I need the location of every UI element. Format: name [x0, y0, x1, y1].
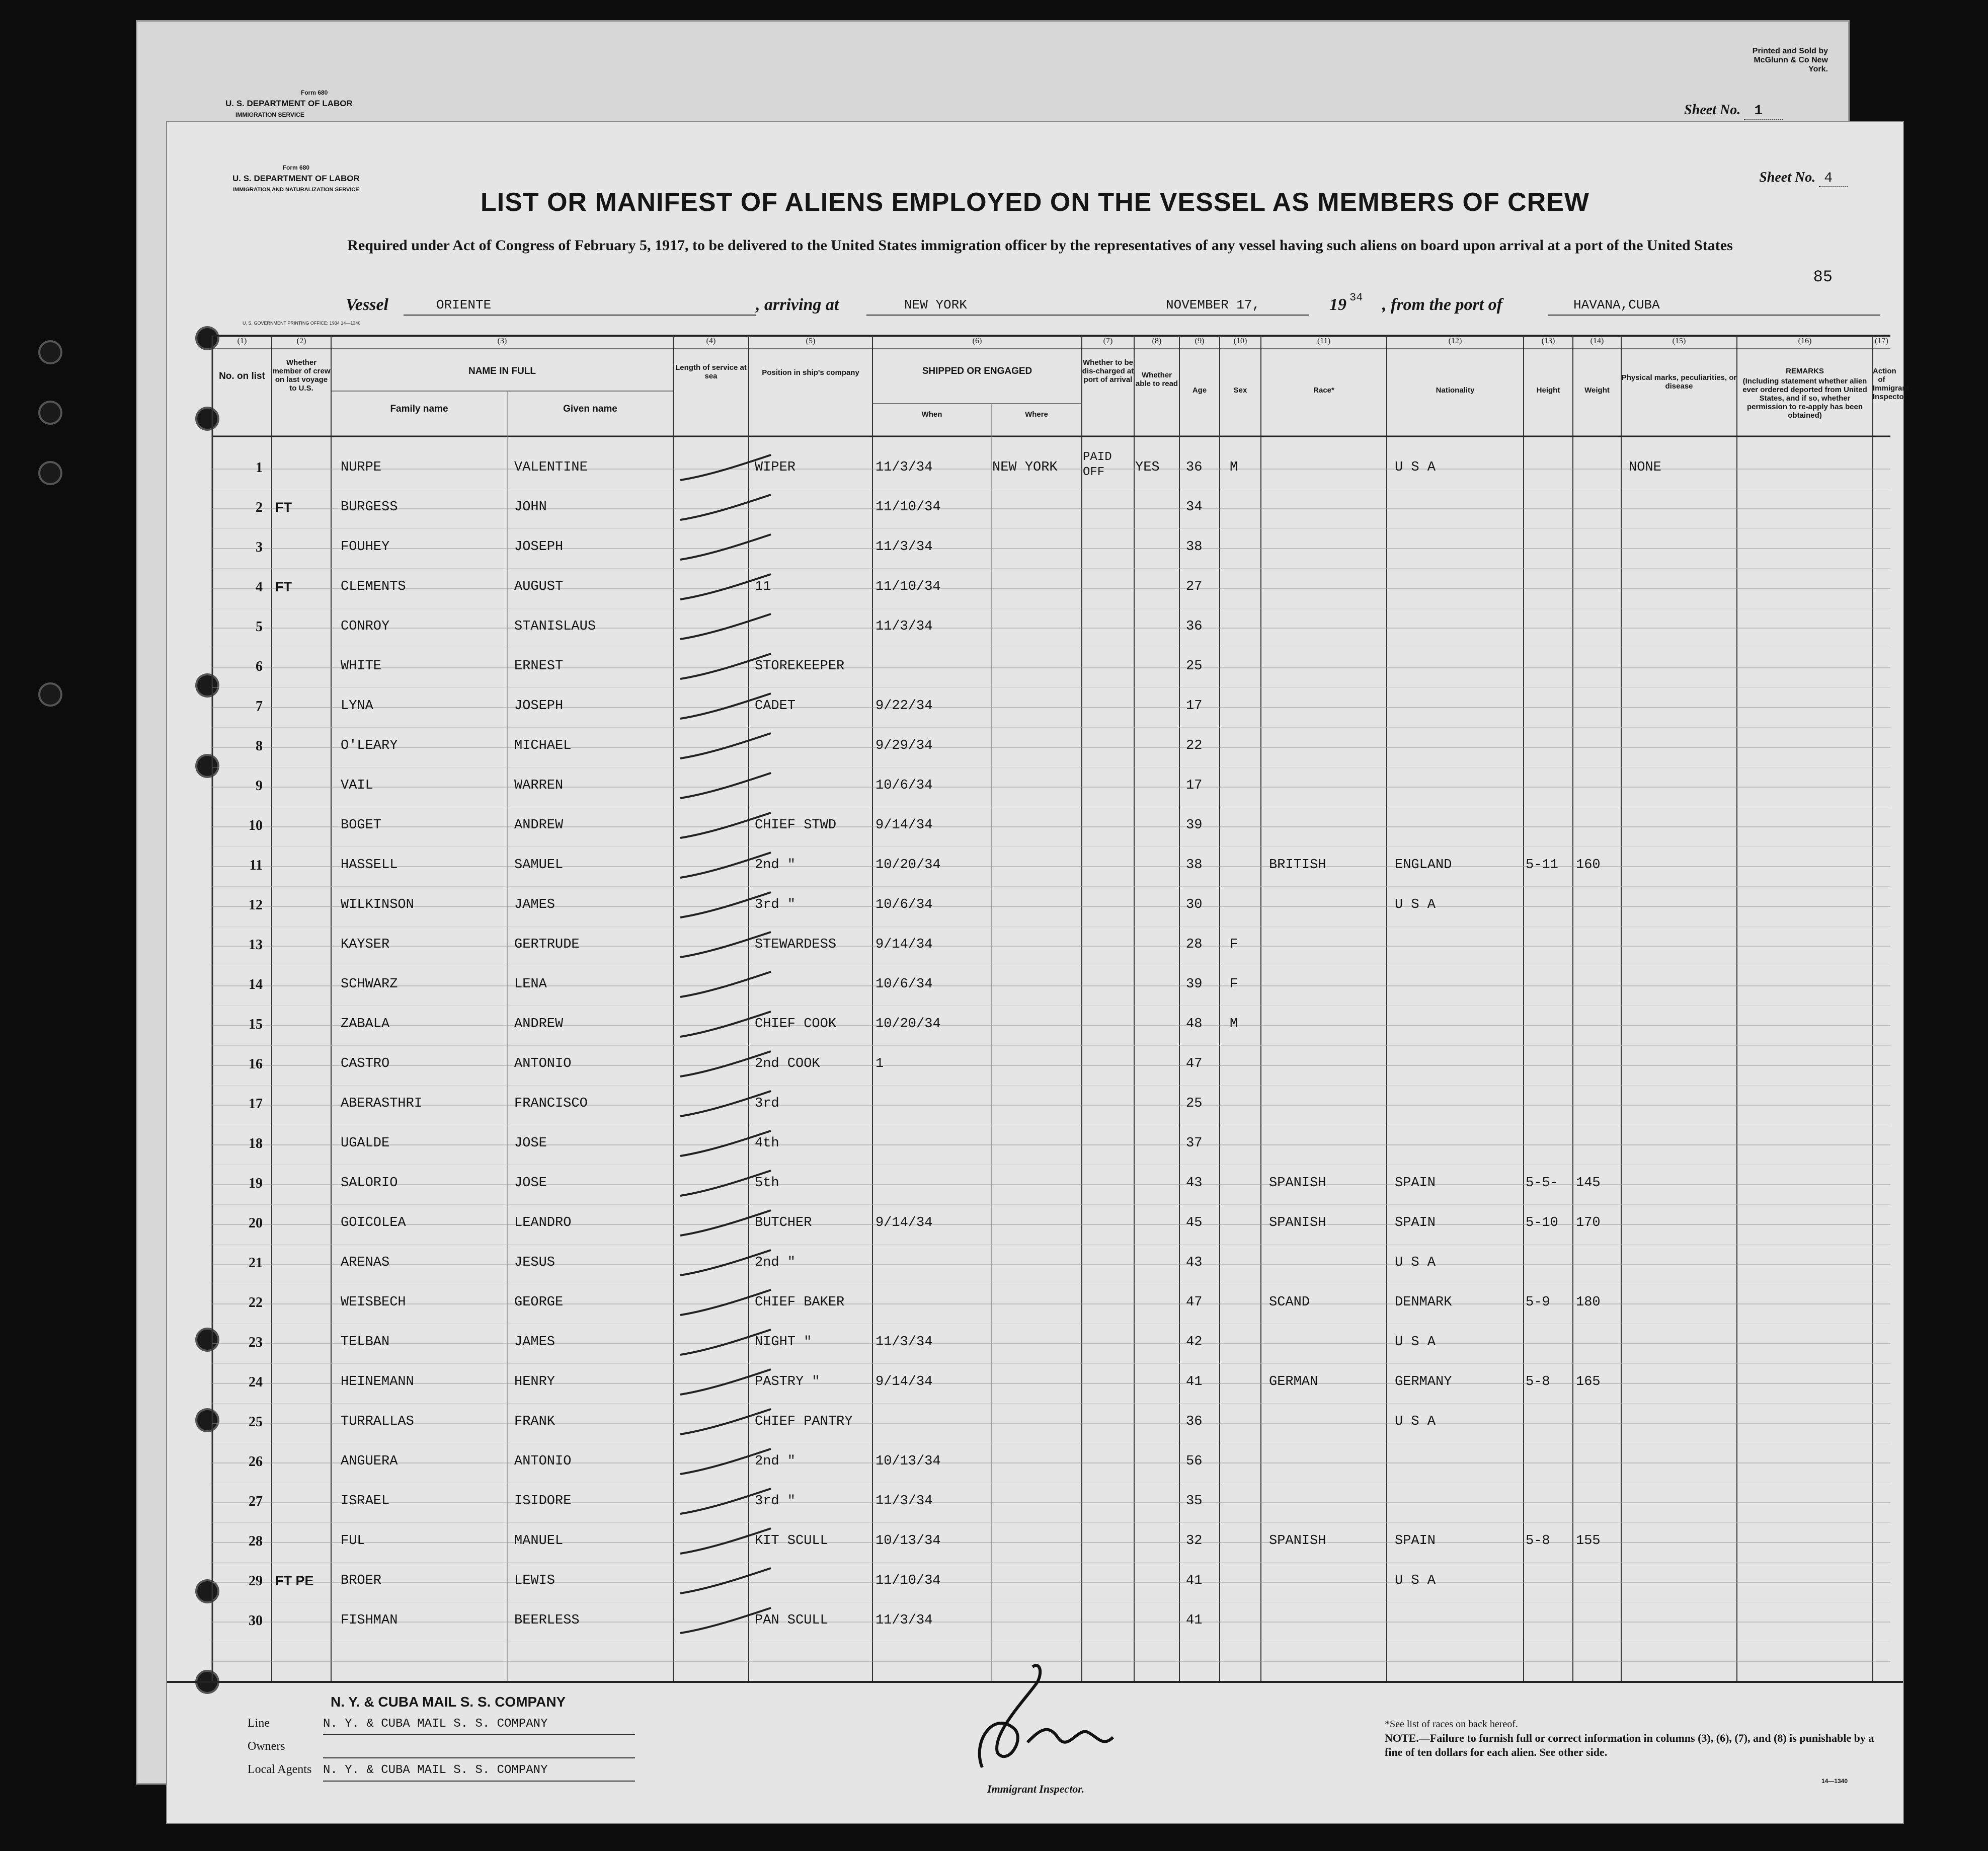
cell-age: 17: [1186, 778, 1203, 793]
cell-age: 36: [1186, 1414, 1203, 1429]
cell-where: NEW YORK: [992, 460, 1058, 475]
column-number: (1): [237, 337, 247, 345]
cell-when: 10/20/34: [876, 1017, 941, 1032]
cell-age: 30: [1186, 897, 1203, 912]
column-number: (17): [1875, 337, 1888, 345]
service-length-tick: [680, 733, 771, 758]
service-length-tick: [680, 495, 771, 520]
cell-family: ARENAS: [341, 1255, 390, 1270]
agents-label: Local Agents: [248, 1763, 312, 1776]
binder-hole: [40, 463, 60, 483]
row-number: 28: [249, 1533, 263, 1549]
service-length-tick: [680, 614, 771, 639]
underlying-sheet-no: [1684, 102, 1783, 119]
header-age: Age: [1192, 386, 1207, 395]
cell-age: 45: [1186, 1215, 1203, 1230]
cell-member: FT: [275, 579, 292, 594]
cell-when: 9/14/34: [876, 818, 933, 833]
cell-position: 2nd ": [755, 1255, 796, 1270]
cell-family: WHITE: [341, 659, 382, 674]
cell-position: CHIEF PANTRY: [755, 1414, 853, 1429]
underlying-dept-block: [225, 87, 353, 120]
cell-when: 11/3/34: [876, 539, 933, 555]
header-family-name: Family name: [390, 404, 448, 414]
row-number: 4: [256, 579, 263, 595]
cell-family: O'LEARY: [341, 738, 398, 753]
binder-hole: [40, 342, 60, 362]
cell-given: GERTRUDE: [514, 937, 580, 952]
cell-given: ANTONIO: [514, 1454, 572, 1469]
printer-credit: Printed and Sold by McGlunn & Co New York.: [1752, 47, 1828, 73]
cell-when: 11/3/34: [876, 460, 933, 475]
row-number: 1: [256, 460, 263, 476]
column-number: (2): [296, 337, 306, 345]
row-number: 17: [249, 1096, 263, 1112]
cell-weight: 155: [1576, 1533, 1601, 1549]
cell-given: JOSE: [514, 1136, 547, 1151]
cell-age: 25: [1186, 659, 1203, 674]
row-number: 5: [256, 619, 263, 635]
cell-family: CLEMENTS: [341, 579, 406, 594]
cell-family: ZABALA: [341, 1017, 390, 1032]
underlying-service: IMMIGRATION SERVICE: [235, 111, 304, 118]
cell-family: KAYSER: [341, 937, 390, 952]
row-number: 19: [249, 1176, 263, 1191]
cell-race: GERMAN: [1269, 1374, 1318, 1390]
service-name: IMMIGRATION AND NATURALIZATION SERVICE: [233, 187, 359, 193]
from-port: HAVANA,CUBA: [1573, 297, 1660, 313]
cell-member: FT: [275, 500, 292, 515]
cell-given: ANDREW: [514, 1017, 564, 1032]
cell-age: 36: [1186, 619, 1203, 634]
cell-weight: 165: [1576, 1374, 1601, 1390]
cell-given: STANISLAUS: [514, 619, 596, 634]
cell-when: 11/3/34: [876, 1494, 933, 1509]
cell-family: HEINEMANN: [341, 1374, 414, 1390]
cell-family: ISRAEL: [341, 1494, 390, 1509]
header-physical-marks: Physical marks, peculiarities, or disease: [1621, 373, 1737, 391]
cell-given: JOSE: [514, 1176, 547, 1191]
header-whether-member: Whether member of crew on last voyage to U.S.: [272, 358, 331, 393]
cell-family: WILKINSON: [341, 897, 414, 912]
header-where: Where: [1025, 410, 1048, 419]
cell-given: JOSEPH: [514, 539, 564, 555]
cell-given: AUGUST: [514, 579, 564, 594]
cell-position: 2nd COOK: [755, 1056, 820, 1071]
cell-position: 2nd ": [755, 1454, 796, 1469]
row-number: 21: [249, 1255, 263, 1271]
sheet-number-label: Sheet No.: [1759, 170, 1816, 185]
cell-nationality: U S A: [1395, 1255, 1436, 1270]
cell-position: 3rd ": [755, 1494, 796, 1509]
cell-age: 22: [1186, 738, 1203, 753]
vessel-name: ORIENTE: [436, 297, 492, 313]
cell-family: CASTRO: [341, 1056, 390, 1071]
underlying-sheet-value: 1: [1744, 103, 1783, 120]
cell-position: NIGHT ": [755, 1335, 812, 1350]
cell-when: 10/13/34: [876, 1533, 941, 1549]
row-number: 6: [256, 659, 263, 674]
cell-sex: F: [1230, 977, 1238, 992]
column-number: (7): [1103, 337, 1113, 345]
cell-weight: 145: [1576, 1176, 1601, 1191]
cell-age: 48: [1186, 1017, 1203, 1032]
inspector-signature: [952, 1652, 1123, 1783]
cell-age: 43: [1186, 1255, 1203, 1270]
arrival-year: 34: [1349, 291, 1363, 304]
cell-age: 28: [1186, 937, 1203, 952]
footer-notes: [1385, 1717, 1888, 1759]
cell-given: GEORGE: [514, 1295, 564, 1310]
cell-nationality: SPAIN: [1395, 1215, 1436, 1230]
cell-nationality: U S A: [1395, 460, 1436, 475]
cell-given: JAMES: [514, 897, 555, 912]
cell-when: 11/10/34: [876, 1573, 941, 1588]
cell-position: 11: [755, 579, 771, 594]
cell-given: JESUS: [514, 1255, 555, 1270]
cell-nationality: U S A: [1395, 1335, 1436, 1350]
cell-discharged: PAID OFF: [1083, 450, 1112, 479]
cell-when: 9/29/34: [876, 738, 933, 753]
cell-race: BRITISH: [1269, 858, 1326, 873]
underlying-form-no: Form 680: [301, 89, 328, 96]
cell-sex: M: [1230, 1017, 1238, 1032]
header-name-in-full: NAME IN FULL: [468, 366, 536, 376]
service-length-tick: [680, 1568, 771, 1593]
header-weight: Weight: [1584, 386, 1610, 395]
cell-age: 41: [1186, 1573, 1203, 1588]
cell-weight: 160: [1576, 858, 1601, 873]
cell-nationality: SPAIN: [1395, 1533, 1436, 1549]
cell-position: KIT SCULL: [755, 1533, 828, 1549]
cell-age: 17: [1186, 699, 1203, 714]
sheet-number-value: 4: [1819, 171, 1848, 187]
manifest-sheet: [166, 121, 1910, 1824]
cell-age: 39: [1186, 818, 1203, 833]
cell-age: 35: [1186, 1494, 1203, 1509]
binder-hole: [40, 403, 60, 423]
owners-value: [323, 1737, 635, 1758]
row-number: 7: [256, 699, 263, 714]
row-number: 11: [249, 858, 263, 873]
cell-family: FISHMAN: [341, 1613, 398, 1628]
column-number: (13): [1541, 337, 1555, 345]
header-position: Position in ship's company: [762, 368, 859, 377]
cell-when: 9/14/34: [876, 1374, 933, 1390]
cell-given: JOHN: [514, 500, 547, 515]
header-shipped-engaged: SHIPPED OR ENGAGED: [922, 366, 1032, 376]
cell-position: BUTCHER: [755, 1215, 812, 1230]
header-given-name: Given name: [563, 404, 617, 414]
row-number: 22: [249, 1295, 263, 1310]
header-no-on-list: No. on list: [219, 371, 265, 381]
cell-nationality: U S A: [1395, 1573, 1436, 1588]
cell-given: JAMES: [514, 1335, 555, 1350]
row-number: 3: [256, 539, 263, 555]
cell-age: 47: [1186, 1295, 1203, 1310]
print-code: 14—1340: [1821, 1778, 1848, 1785]
cell-given: LENA: [514, 977, 547, 992]
row-number: 10: [249, 818, 263, 833]
row-number: 24: [249, 1374, 263, 1390]
cell-when: 10/20/34: [876, 858, 941, 873]
row-number: 9: [256, 778, 263, 794]
cell-given: ERNEST: [514, 659, 564, 674]
cell-weight: 170: [1576, 1215, 1601, 1230]
cell-height: 5-10: [1526, 1215, 1558, 1230]
cell-race: SPANISH: [1269, 1533, 1326, 1549]
row-number: 16: [249, 1056, 263, 1072]
cell-family: SCHWARZ: [341, 977, 398, 992]
year-prefix: 19: [1329, 295, 1346, 314]
page-title: LIST OR MANIFEST OF ALIENS EMPLOYED ON THE VESSEL AS MEMBERS OF CREW: [481, 188, 1589, 217]
cell-family: LYNA: [341, 699, 373, 714]
header-race: Race*: [1313, 386, 1334, 395]
cell-when: 11/3/34: [876, 1613, 933, 1628]
cell-family: BOGET: [341, 818, 382, 833]
cell-family: NURPE: [341, 460, 382, 475]
binder-hole: [40, 684, 60, 705]
cell-age: 27: [1186, 579, 1203, 594]
cell-given: SAMUEL: [514, 858, 564, 873]
cell-given: HENRY: [514, 1374, 555, 1390]
cell-family: CONROY: [341, 619, 390, 634]
cell-position: STEWARDESS: [755, 937, 837, 952]
cell-family: ABERASTHRI: [341, 1096, 423, 1111]
row-number: 2: [256, 500, 263, 515]
cell-given: FRANK: [514, 1414, 555, 1429]
cell-age: 25: [1186, 1096, 1203, 1111]
cell-position: 3rd: [755, 1096, 779, 1111]
service-length-tick: [680, 534, 771, 560]
cell-nationality: U S A: [1395, 897, 1436, 912]
column-number: (5): [806, 337, 816, 345]
row-number: 13: [249, 937, 263, 953]
underlying-dept: U. S. DEPARTMENT OF LABOR: [225, 99, 353, 108]
cell-given: LEANDRO: [514, 1215, 572, 1230]
row-number: 8: [256, 738, 263, 754]
cell-age: 38: [1186, 858, 1203, 873]
header-nationality: Nationality: [1436, 386, 1475, 395]
header-remarks: REMARKS: [1786, 367, 1824, 375]
row-number: 29: [249, 1573, 263, 1589]
cell-family: BURGESS: [341, 500, 398, 515]
cell-position: 5th: [755, 1176, 779, 1191]
row-number: 26: [249, 1454, 263, 1470]
page-subtitle: Required under Act of Congress of February 5, 1917, to be delivered to the United States immigration officer by the representatives of any vessel having such aliens on board upon arrival at a port of the United States: [347, 237, 1733, 254]
owners-label: Owners: [248, 1740, 285, 1753]
cell-read: YES: [1135, 460, 1160, 475]
printing-office-line: U. S. GOVERNMENT PRINTING OFFICE: 1934 14—1340: [243, 321, 361, 326]
cell-given: FRANCISCO: [514, 1096, 588, 1111]
cell-family: BROER: [341, 1573, 382, 1588]
column-number: (9): [1195, 337, 1205, 345]
cell-when: 11/10/34: [876, 579, 941, 594]
row-number: 14: [249, 977, 263, 992]
form-number: Form 680: [282, 164, 310, 171]
cell-age: 39: [1186, 977, 1203, 992]
cell-age: 56: [1186, 1454, 1203, 1469]
cell-height: 5-11: [1526, 858, 1558, 873]
header-height: Height: [1536, 386, 1560, 395]
column-number: (8): [1152, 337, 1162, 345]
cell-family: FOUHEY: [341, 539, 390, 555]
row-number: 18: [249, 1136, 263, 1151]
cell-age: 41: [1186, 1374, 1203, 1390]
cell-age: 37: [1186, 1136, 1203, 1151]
cell-when: 10/13/34: [876, 1454, 941, 1469]
service-length-tick: [680, 972, 771, 997]
cell-height: 5-8: [1526, 1374, 1550, 1390]
cell-height: 5-5-: [1526, 1176, 1558, 1191]
service-length-tick: [680, 773, 771, 798]
cell-age: 47: [1186, 1056, 1203, 1071]
header-length-of-service: Length of service at sea: [675, 363, 747, 380]
cell-position: CHIEF BAKER: [755, 1295, 845, 1310]
arrival-date: NOVEMBER 17,: [1166, 297, 1260, 313]
cell-nationality: DENMARK: [1395, 1295, 1452, 1310]
column-number: (14): [1590, 337, 1604, 345]
cell-nationality: ENGLAND: [1395, 858, 1452, 873]
cell-when: 9/14/34: [876, 1215, 933, 1230]
column-number: (3): [497, 337, 507, 345]
cell-when: 11/10/34: [876, 500, 941, 515]
cell-age: 41: [1186, 1613, 1203, 1628]
cell-member: FT PE: [275, 1573, 314, 1588]
cell-given: MANUEL: [514, 1533, 564, 1549]
cell-family: TELBAN: [341, 1335, 390, 1350]
cell-sex: F: [1230, 937, 1238, 952]
agents-value: N. Y. & CUBA MAIL S. S. COMPANY: [323, 1760, 635, 1782]
cell-when: 11/3/34: [876, 1335, 933, 1350]
cell-given: ANDREW: [514, 818, 564, 833]
cell-given: VALENTINE: [514, 460, 588, 475]
cell-weight: 180: [1576, 1295, 1601, 1310]
cell-sex: M: [1230, 460, 1238, 475]
cell-age: 32: [1186, 1533, 1203, 1549]
cell-position: 4th: [755, 1136, 779, 1151]
cell-position: CHIEF COOK: [755, 1017, 837, 1032]
cell-given: WARREN: [514, 778, 564, 793]
cell-given: JOSEPH: [514, 699, 564, 714]
arriving-label: , arriving at: [756, 295, 839, 314]
department-name: U. S. DEPARTMENT OF LABOR: [232, 174, 360, 183]
cell-when: 9/14/34: [876, 937, 933, 952]
cell-nationality: GERMANY: [1395, 1374, 1452, 1390]
cell-age: 38: [1186, 539, 1203, 555]
cell-race: SPANISH: [1269, 1215, 1326, 1230]
line-value: N. Y. & CUBA MAIL S. S. COMPANY: [323, 1714, 635, 1735]
cell-family: HASSELL: [341, 858, 398, 873]
cell-given: ISIDORE: [514, 1494, 572, 1509]
cell-position: CADET: [755, 699, 796, 714]
cell-family: TURRALLAS: [341, 1414, 414, 1429]
cell-position: PASTRY ": [755, 1374, 820, 1390]
cell-given: BEERLESS: [514, 1613, 580, 1628]
inspector-label: Immigrant Inspector.: [987, 1783, 1085, 1795]
cell-marks: NONE: [1629, 460, 1661, 475]
cell-when: 11/3/34: [876, 619, 933, 634]
vessel-label: Vessel: [346, 295, 388, 314]
header-remarks-note: (Including statement whether alien ever ordered deported from United States, and if so, whether permission to re-apply has been obtained): [1742, 377, 1867, 420]
signature-block: [248, 1692, 635, 1782]
cell-given: ANTONIO: [514, 1056, 572, 1071]
header-able-to-read: Whether able to read: [1135, 371, 1178, 388]
cell-position: 2nd ": [755, 858, 796, 873]
row-number: 23: [249, 1335, 263, 1350]
cell-position: CHIEF STWD: [755, 818, 837, 833]
row-number: 15: [249, 1017, 263, 1032]
cell-nationality: U S A: [1395, 1414, 1436, 1429]
line-label: Line: [248, 1717, 270, 1730]
company-stamp: N. Y. & CUBA MAIL S. S. COMPANY: [331, 1694, 566, 1710]
underlying-sheet-label: Sheet No.: [1684, 102, 1741, 118]
column-number: (12): [1448, 337, 1462, 345]
row-number: 30: [249, 1613, 263, 1629]
column-number: (6): [972, 337, 982, 345]
header-action: Action of Immigrant Inspector: [1873, 367, 1910, 401]
cell-family: WEISBECH: [341, 1295, 406, 1310]
cell-age: 42: [1186, 1335, 1203, 1350]
penalty-note: NOTE.—Failure to furnish full or correct information in columns (3), (6), (7), and (8) is punishable by a fine of ten dollars for each alien. See other side.: [1385, 1732, 1874, 1758]
cell-race: SCAND: [1269, 1295, 1310, 1310]
cell-age: 34: [1186, 500, 1203, 515]
row-number: 12: [249, 897, 263, 913]
header-sex: Sex: [1233, 386, 1247, 395]
cell-when: 10/6/34: [876, 897, 933, 912]
cell-position: 3rd ": [755, 897, 796, 912]
races-note: *See list of races on back hereof.: [1385, 1719, 1518, 1730]
cell-family: VAIL: [341, 778, 373, 793]
cell-position: WIPER: [755, 460, 796, 475]
cell-family: SALORIO: [341, 1176, 398, 1191]
cell-height: 5-9: [1526, 1295, 1550, 1310]
column-number: (16): [1798, 337, 1812, 345]
cell-position: STOREKEEPER: [755, 659, 845, 674]
header-discharged: Whether to be dis-charged at port of arrival: [1082, 358, 1134, 384]
cell-age: 36: [1186, 460, 1203, 475]
header-when: When: [921, 410, 942, 419]
cell-when: 1: [876, 1056, 884, 1071]
column-number: (4): [706, 337, 716, 345]
row-number: 27: [249, 1494, 263, 1509]
row-number: 25: [249, 1414, 263, 1430]
cell-family: FUL: [341, 1533, 365, 1549]
from-port-label: , from the port of: [1382, 295, 1502, 314]
cell-family: GOICOLEA: [341, 1215, 406, 1230]
cell-when: 10/6/34: [876, 977, 933, 992]
cell-when: 10/6/34: [876, 778, 933, 793]
cell-height: 5-8: [1526, 1533, 1550, 1549]
cell-race: SPANISH: [1269, 1176, 1326, 1191]
column-number: (15): [1672, 337, 1686, 345]
row-number: 20: [249, 1215, 263, 1231]
cell-given: LEWIS: [514, 1573, 555, 1588]
page-number: 85: [1813, 268, 1833, 286]
cell-family: ANGUERA: [341, 1454, 398, 1469]
arriving-port: NEW YORK: [904, 297, 967, 313]
cell-when: 9/22/34: [876, 699, 933, 714]
cell-nationality: SPAIN: [1395, 1176, 1436, 1191]
column-number: (10): [1233, 337, 1247, 345]
cell-age: 43: [1186, 1176, 1203, 1191]
column-number: (11): [1317, 337, 1331, 345]
cell-given: MICHAEL: [514, 738, 572, 753]
cell-position: PAN SCULL: [755, 1613, 828, 1628]
cell-family: UGALDE: [341, 1136, 390, 1151]
